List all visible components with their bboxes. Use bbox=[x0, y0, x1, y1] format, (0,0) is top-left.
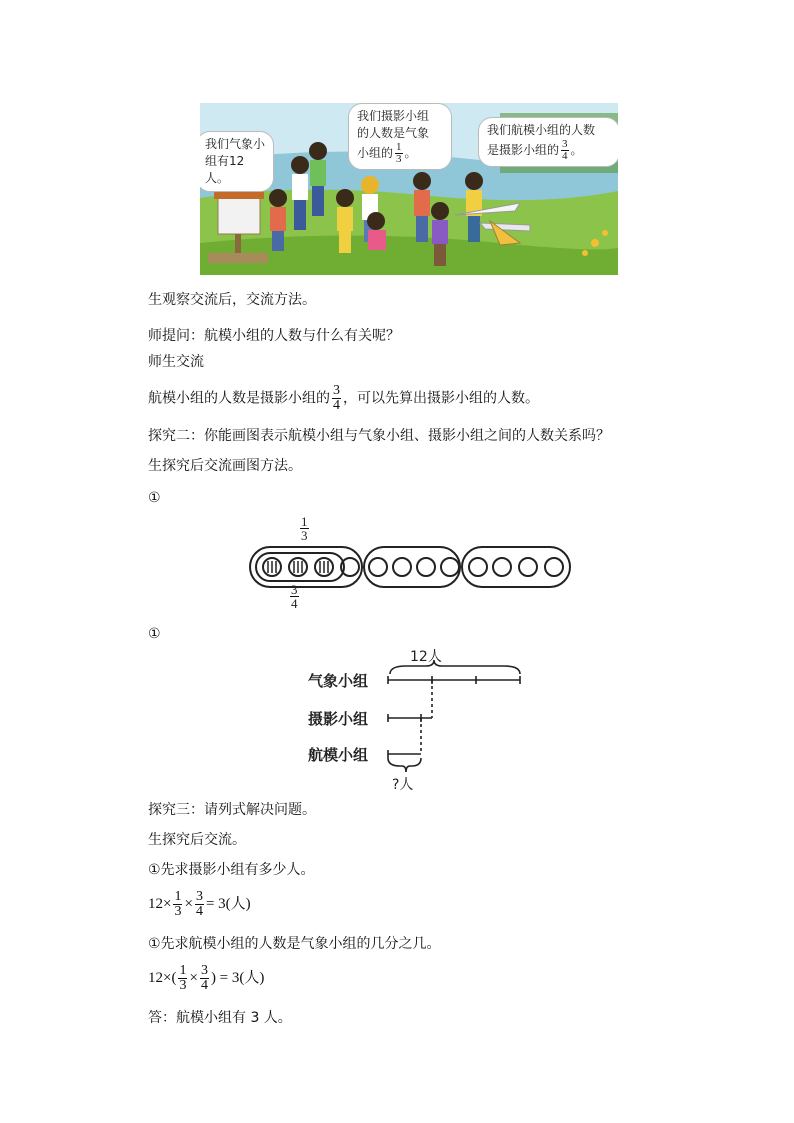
row-weather-label: 气象小组 bbox=[308, 672, 369, 690]
text-line-method-one: ①先求摄影小组有多少人。 bbox=[148, 862, 315, 878]
eq2-fraction-1: $\frac{1}{3}$ bbox=[179, 963, 187, 993]
text-line-explore-two: 探究二：你能画图表示航模小组与气象小组、摄影小组之间的人数关系吗？ bbox=[148, 428, 610, 444]
bubble-model-line1: 我们航模小组的人数 bbox=[487, 123, 596, 137]
text-line-question: 师提问：航模小组的人数与什么有关呢？ bbox=[148, 328, 400, 344]
bubble-photo: 我们摄影小组 的人数是气象 小组的 $\frac{1}{3}$ 。 bbox=[348, 103, 452, 170]
bubble-photo-line3: 小组的 bbox=[357, 146, 394, 160]
text-line-observe: 生观察交流后，交流方法。 bbox=[148, 292, 316, 308]
total-brace bbox=[390, 660, 520, 674]
equation-two: 12×( $\frac{1}{3}$ × $\frac{3}{4}$ ) = 3(人) bbox=[148, 963, 265, 993]
circle-diagram bbox=[240, 515, 580, 615]
text-line-relation: 航模小组的人数是摄影小组的 $\frac{3}{4}$ ，可以先算出摄影小组的人数。 bbox=[148, 383, 539, 413]
text-line-answer: 答：航模小组有 3 人。 bbox=[148, 1010, 292, 1026]
diagram1-top-fraction: $\frac{1}{3}$ bbox=[301, 514, 308, 543]
equation-one: 12× $\frac{1}{3}$ × $\frac{3}{4}$ = 3(人) bbox=[148, 889, 251, 919]
unknown-brace bbox=[388, 758, 421, 772]
diagram1-bottom-fraction: $\frac{3}{4}$ bbox=[291, 582, 298, 611]
marker-two: ① bbox=[148, 626, 161, 642]
text-line-explore-three: 探究三：请列式解决问题。 bbox=[148, 802, 316, 818]
bubble-photo-fraction: $\frac{1}{3}$ bbox=[396, 141, 402, 165]
eq2-fraction-2: $\frac{3}{4}$ bbox=[200, 963, 208, 993]
bubble-weather-text: 我们气象小组有12人。 bbox=[205, 137, 266, 185]
marker-one: ① bbox=[148, 490, 161, 506]
bubble-model-line2: 是摄影小组的 bbox=[487, 143, 560, 157]
row-photo-label: 摄影小组 bbox=[308, 710, 369, 728]
bubble-photo-line2: 的人数是气象 bbox=[357, 126, 430, 140]
unknown-label: ?人 bbox=[392, 777, 414, 793]
segment-lines bbox=[308, 646, 538, 796]
bubble-model-fraction: $\frac{3}{4}$ bbox=[562, 138, 568, 162]
bubble-weather bbox=[200, 131, 274, 192]
bubble-photo-line1: 我们摄影小组 bbox=[357, 109, 430, 123]
total-label: 12人 bbox=[410, 649, 442, 665]
text-line-exchange: 师生交流 bbox=[148, 354, 204, 370]
eq1-fraction-1: $\frac{1}{3}$ bbox=[174, 889, 182, 919]
bubble-model: 我们航模小组的人数 是摄影小组的 $\frac{3}{4}$ 。 bbox=[478, 117, 618, 167]
row-model-label: 航模小组 bbox=[308, 746, 369, 764]
group-outline-3 bbox=[462, 547, 570, 587]
text-line-student-exchange: 生探究后交流。 bbox=[148, 832, 246, 848]
text-line-draw-method: 生探究后交流画图方法。 bbox=[148, 458, 302, 474]
fraction-three-quarters: $\frac{3}{4}$ bbox=[333, 383, 340, 413]
segment-diagram bbox=[308, 646, 538, 796]
eq1-fraction-2: $\frac{3}{4}$ bbox=[195, 889, 203, 919]
illustration bbox=[200, 103, 618, 275]
photo-group-outline bbox=[256, 553, 344, 581]
text-line-method-two: ①先求航模小组的人数是气象小组的几分之几。 bbox=[148, 936, 441, 952]
